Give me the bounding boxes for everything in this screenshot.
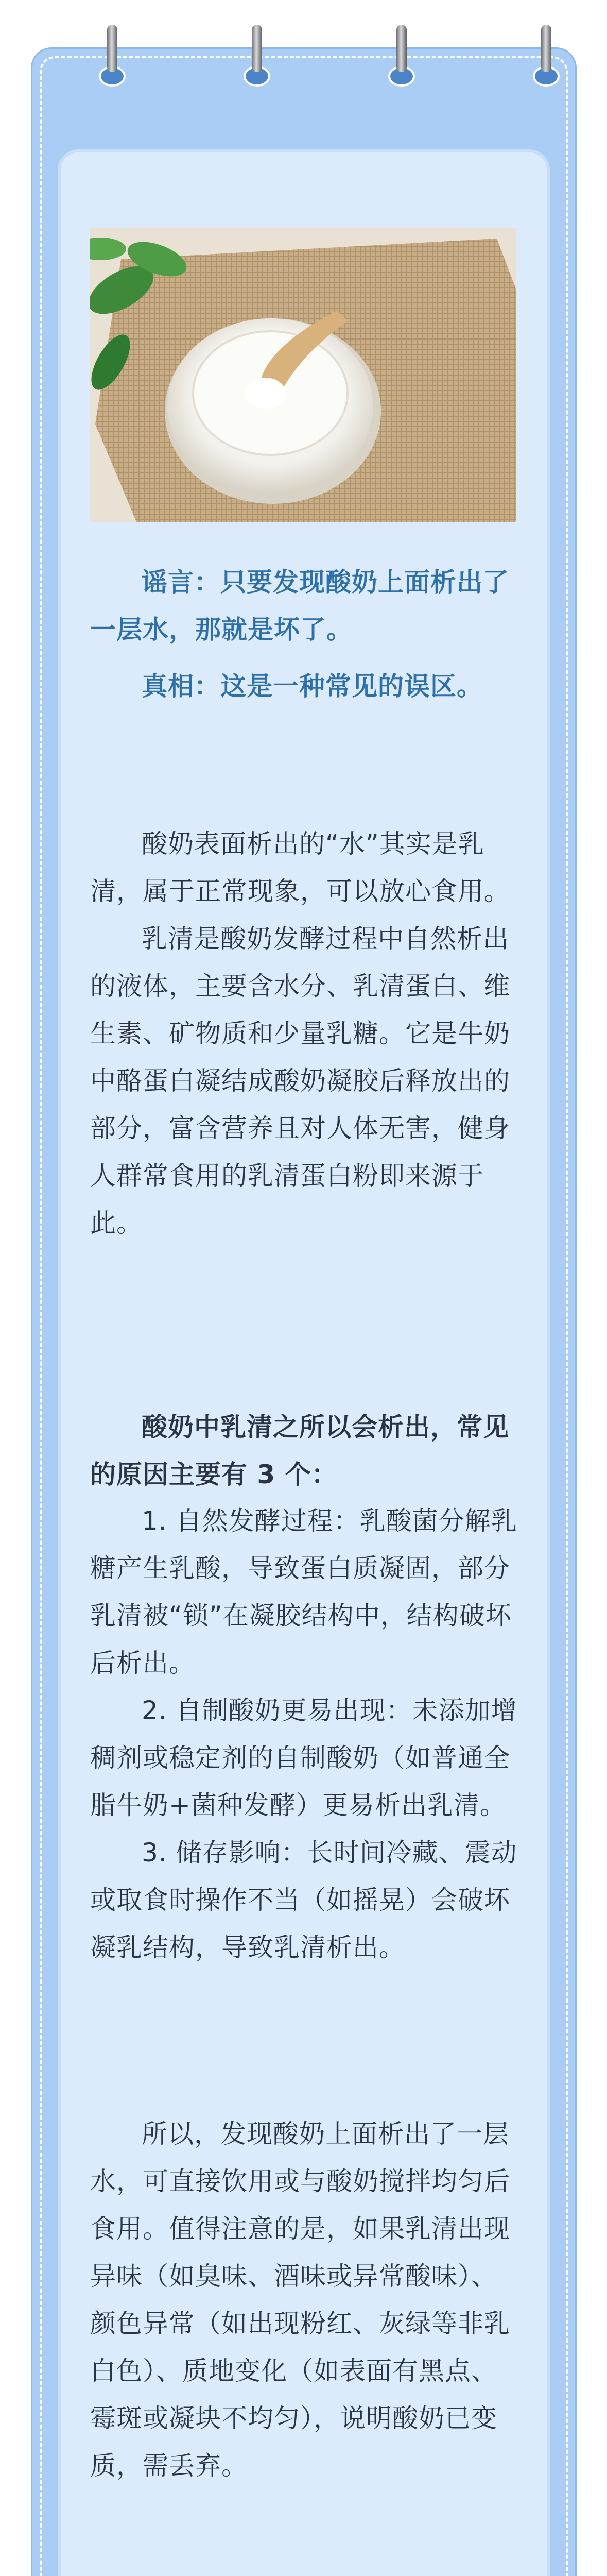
list-item: 2. 自制酸奶更易出现：未添加增稠剂或稳定剂的自制酸奶（如普通全脂牛奶+菌种发酵）更易析出乳清。 — [90, 1696, 517, 1820]
conclusion-section — [90, 2110, 517, 2489]
truth-text: 真相：这是一种常见的误区。 — [142, 671, 483, 701]
paragraph: 所以，发现酸奶上面析出了一层水，可直接饮用或与酸奶搅拌均匀后食用。值得注意的是，如果乳清出现异味（如臭味、酒味或异常酸味）、颜色异常（如出现粉红、灰绿等非乳白色）、质地变化（如表面有黑点、霉斑或凝块不均匀），说明酸奶已变质，需丢弃。 — [90, 2119, 510, 2481]
reasons-heading — [90, 1403, 517, 1498]
yogurt-bowl-photo — [90, 228, 516, 522]
paragraph: 乳清是酸奶发酵过程中自然析出的液体，主要含水分、乳清蛋白、维生素、矿物质和少量乳糖。它是牛奶中酪蛋白凝结成酸奶凝胶后释放出的部分，富含营养且对人体无害，健身人群常食用的乳清蛋白粉即来源于此。 — [90, 924, 510, 1238]
list-item: 3. 储存影响：长时间冷藏、震动或取食时操作不当（如摇晃）会破坏凝乳结构，导致乳清析出。 — [90, 1838, 517, 1962]
paragraph: 酸奶表面析出的“水”其实是乳清，属于正常现象，可以放心食用。 — [90, 829, 510, 906]
binder-ring — [98, 25, 127, 87]
truth-statement — [90, 663, 517, 710]
rumor-statement — [90, 558, 517, 653]
binder-ring — [387, 25, 416, 87]
list-item: 1. 自然发酵过程：乳酸菌分解乳糖产生乳酸，导致蛋白质凝固，部分乳清被“锁”在凝胶结构中，结构破坏后析出。 — [90, 1506, 517, 1678]
rumor-text: 谣言：只要发现酸奶上面析出了一层水，那就是坏了。 — [90, 567, 509, 645]
explanation-section — [90, 820, 517, 1247]
binder-ring — [242, 25, 271, 87]
reasons-heading-text: 酸奶中乳清之所以会析出，常见的原因主要有 3 个： — [90, 1412, 509, 1489]
binder-ring — [532, 25, 561, 87]
content-paper — [61, 152, 547, 2576]
reasons-list — [90, 1497, 517, 1971]
